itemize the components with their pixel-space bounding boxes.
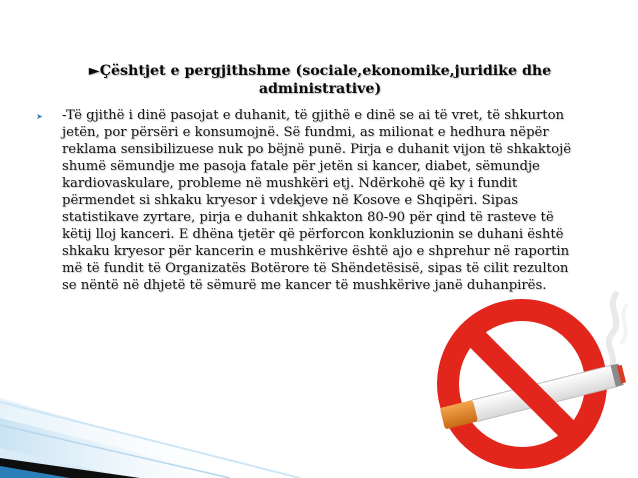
- body-line: -Të gjithë i dinë pasojat e duhanit, të gjithë e dinë se ai të vret, të shkurton: [62, 108, 564, 123]
- body-line: këtij lloj kanceri. E dhëna tjetër që përforcon konkluzionin se duhani është: [62, 227, 564, 242]
- body-line: reklama sensibilizuese nuk po bëjnë punë. Pirja e duhanit vijon të shkaktojë: [62, 142, 572, 157]
- body-line: se nëntë në dhjetë të sëmurë me kancer të mushkërive janë duhanpirës.: [62, 278, 547, 293]
- no-smoking-icon: [430, 286, 638, 472]
- body-line: më të fundit të Organizatës Botërore të Shëndetësisë, sipas të cilit rezulton: [62, 261, 569, 276]
- title-line: ►Çështjet e pergjithshme (sociale,ekonomike,juridike dhe: [88, 63, 552, 79]
- bullet-arrow-icon: ➤: [36, 112, 43, 121]
- body-line: përmendet si shkaku kryesor i vdekjeve në Kosove e Shqipëri. Sipas: [62, 193, 518, 208]
- body-line: shumë sëmundje me pasoja fatale për jetën si kancer, diabet, sëmundje: [62, 159, 540, 174]
- body-line: shkaku kryesor për kancerin e mushkërive është ajo e shprehur në raportin: [62, 244, 570, 259]
- body-line: kardiovaskulare, probleme në mushkëri etj. Ndërkohë që ky i fundit: [62, 176, 518, 191]
- slide-title: [40, 62, 600, 98]
- body-line: statistikave zyrtare, pirja e duhanit shkakton 80-90 për qind të rasteve të: [62, 210, 554, 225]
- body-paragraph: [62, 107, 598, 294]
- body-line: jetën, por përsëri e konsumojnë. Së fundmi, as milionat e hedhura nëpër: [62, 125, 549, 140]
- title-line: administrative): [258, 81, 382, 97]
